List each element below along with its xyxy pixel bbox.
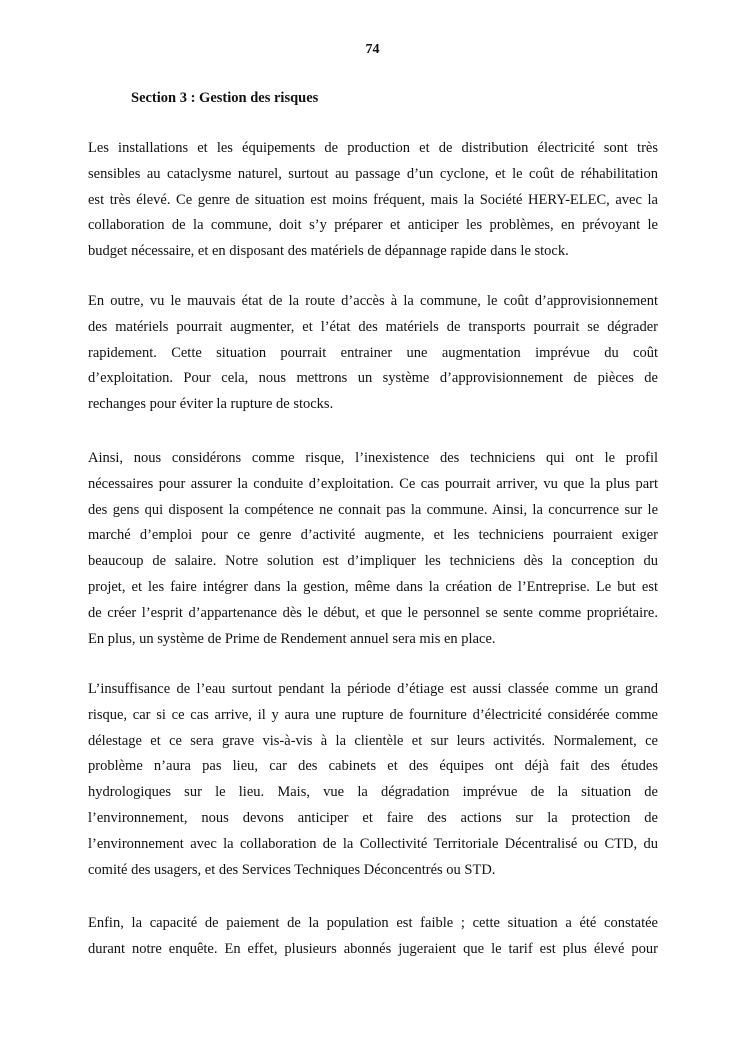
paragraph-line: d’exploitation. Pour cela, nous mettrons un système d’approvisionnement de pièces de [88, 370, 658, 387]
paragraph-line: L’insuffisance de l’eau surtout pendant la période d’étiage est aussi classée comme un grand [88, 681, 658, 697]
paragraph-line: beaucoup de salaire. Notre solution est d’impliquer les techniciens dès la conception du [88, 553, 658, 570]
paragraph-line: l’environnement avec la collaboration de la Collectivité Territoriale Décentralisé ou CTD, du [88, 835, 658, 852]
paragraph-line: risque, car si ce cas arrive, il y aura une rupture de fourniture d’électricité considérée comme [88, 706, 658, 723]
paragraph-line: comité des usagers, et des Services Techniques Déconcentrés ou STD. [88, 861, 496, 878]
paragraph-line: marché d’emploi pour ce genre d’activité augmente, et les techniciens pourraient exiger [88, 527, 658, 544]
paragraph-line: des matériels pourrait augmenter, et l’état des matériels de transports pourrait se dégrader [88, 318, 658, 335]
paragraph-line: En outre, vu le mauvais état de la route d’accès à la commune, le coût d’approvisionnement [88, 293, 658, 309]
paragraph-technician-risk [88, 446, 658, 652]
paragraph-line: problème n’aura pas lieu, car des cabinets et des équipes ont déjà fait des études [88, 758, 658, 775]
paragraph-line: nécessaires pour assurer la conduite d’exploitation. Ce cas pourrait arriver, vu que la plus part [88, 475, 658, 492]
paragraph-payment-capacity-risk [88, 911, 658, 963]
paragraph-water-shortage-risk [88, 677, 658, 883]
paragraph-line: budget nécessaire, et en disposant des matériels de dépannage rapide dans le stock. [88, 243, 569, 260]
paragraph-line: Les installations et les équipements de production et de distribution électricité sont très [88, 140, 658, 156]
paragraph-line: En plus, un système de Prime de Rendement annuel sera mis en place. [88, 630, 496, 647]
paragraph-line: collaboration de la commune, doit s’y préparer et anticiper les problèmes, en prévoyant le [88, 217, 658, 234]
paragraph-road-supply-risk [88, 289, 658, 418]
paragraph-line: des gens qui disposent la compétence ne connait pas la commune. Ainsi, la concurrence sur le [88, 501, 658, 518]
paragraph-line: Ainsi, nous considérons comme risque, l’inexistence des techniciens qui ont le profil [88, 450, 658, 466]
paragraph-line: l’environnement, nous devons anticiper et faire des actions sur la protection de [88, 809, 658, 826]
paragraph-line: Enfin, la capacité de paiement de la population est faible ; cette situation a été constatée [88, 915, 658, 931]
paragraph-line: sensibles au cataclysme naturel, surtout au passage d’un cyclone, et le coût de réhabilitation [88, 165, 658, 182]
paragraph-cyclone-risk [88, 136, 658, 265]
paragraph-line: rapidement. Cette situation pourrait entrainer une augmentation imprévue du coût [88, 344, 658, 361]
paragraph-line: projet, et les faire intégrer dans la gestion, même dans la création de l’Entreprise. Le but est [88, 578, 658, 595]
paragraph-line: hydrologiques sur le lieu. Mais, vue la dégradation imprévue de la situation de [88, 784, 658, 801]
paragraph-line: est très élevé. Ce genre de situation est moins fréquent, mais la Société HERY-ELEC, avec la [88, 191, 658, 208]
paragraph-line: de créer l’esprit d’appartenance dès le début, et que le personnel se sente comme propriétaire. [88, 604, 658, 621]
paragraph-line: durant notre enquête. En effet, plusieurs abonnés jugeraient que le tarif est plus élevé pour [88, 940, 658, 957]
paragraph-line: délestage et ce sera grave vis-à-vis à la clientèle et sur leurs activités. Normalement, ce [88, 732, 658, 749]
section-heading: Section 3 : Gestion des risques [131, 90, 319, 106]
page-number: 74 [365, 42, 380, 57]
paragraph-line: rechanges pour éviter la rupture de stocks. [88, 396, 334, 413]
